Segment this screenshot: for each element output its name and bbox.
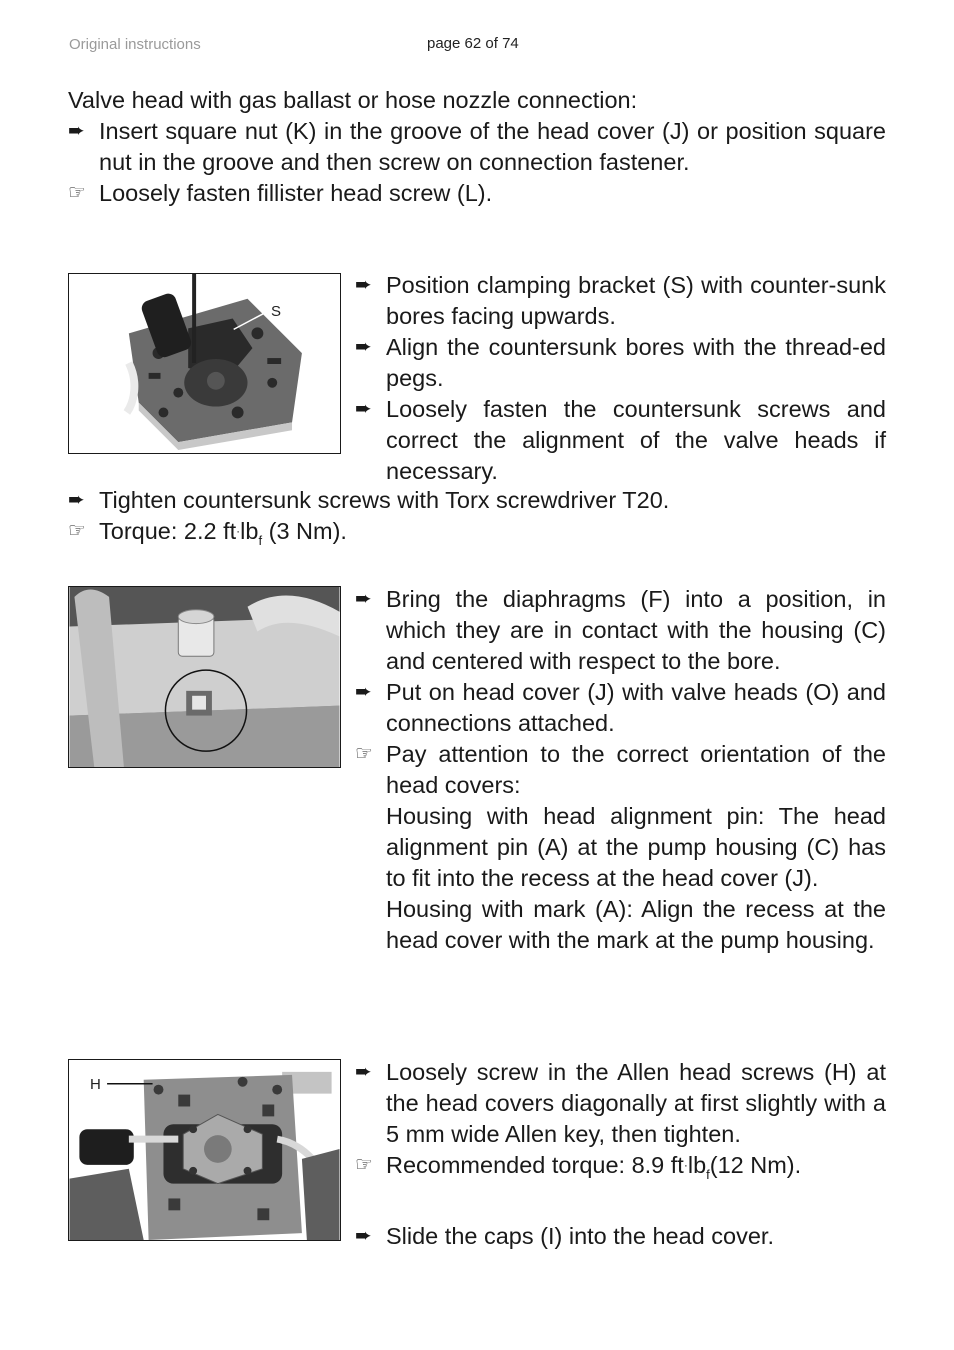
torque-suffix: (12 Nm). (709, 1152, 802, 1178)
torque-sub: f (258, 533, 263, 548)
instruction-text: Put on head cover (J) with valve heads (O) and connections attached. (386, 679, 886, 736)
page-number: page 62 of 74 (427, 35, 519, 52)
torque-dot: · (236, 524, 241, 538)
torque-note (68, 516, 886, 556)
section-heading: Valve head with gas ballast or hose nozzle connection: (68, 87, 638, 113)
header-left: Original instructions (69, 36, 201, 53)
instruction-text: Position clamping bracket (S) with counter-sunk bores facing upwards. (386, 272, 886, 329)
arrow-icon: ➨ (68, 120, 85, 142)
arrow-icon: ➨ (355, 274, 372, 296)
diaphragm-housing-image (69, 587, 340, 767)
instruction-text: Bring the diaphragms (F) into a position, in which they are in contact with the housing (C) and centered with respect to the bore. (386, 586, 886, 674)
pointing-hand-icon: ☞ (68, 182, 86, 204)
instruction-item (68, 116, 886, 178)
pointing-hand-icon: ☞ (355, 743, 373, 765)
instruction-item (355, 677, 886, 739)
instruction-item (355, 332, 886, 394)
pointing-hand-icon: ☞ (68, 520, 86, 542)
arrow-icon: ➨ (355, 1225, 372, 1247)
instruction-item (68, 485, 886, 516)
section-valve-head (68, 85, 886, 209)
section-clamping-bracket (355, 270, 886, 487)
instruction-item (355, 270, 886, 332)
torque-unit: lb (687, 1152, 707, 1178)
instruction-text: Loosely fasten the countersunk screws and correct the alignment of the valve heads if necessary. (386, 396, 886, 484)
label-h (88, 1073, 110, 1095)
arrow-icon: ➨ (355, 336, 372, 358)
torque-sub: f (706, 1167, 710, 1182)
clamping-bracket-image (69, 274, 340, 453)
image-label-h: H (90, 1076, 101, 1093)
instruction-text: Pay attention to the correct orientation of the head covers: (386, 741, 886, 798)
clamping-bracket-photo (68, 273, 341, 454)
arrow-icon: ➨ (355, 681, 372, 703)
torque-dot: · (683, 1158, 688, 1172)
instruction-text: Loosely screw in the Allen head screws (H) at the head covers diagonally at first slightly with a 5 mm wide Allen key, then tighten. (386, 1059, 886, 1147)
torque-suffix: (3 Nm). (262, 518, 347, 544)
torque-prefix: Torque: 2.2 ft (99, 518, 237, 544)
image-label-s: S (271, 303, 282, 320)
arrow-icon: ➨ (355, 588, 372, 610)
torque-unit: lb (240, 518, 259, 544)
section-torque (68, 485, 886, 556)
instruction-item (355, 1221, 886, 1252)
diaphragm-housing-photo (68, 586, 341, 768)
section-allen-screws (355, 1057, 886, 1252)
label-s (262, 298, 292, 322)
section-head-cover (355, 584, 886, 956)
arrow-icon: ➨ (355, 398, 372, 420)
arrow-icon: ➨ (355, 1061, 372, 1083)
pointing-hand-icon: ☞ (355, 1154, 373, 1176)
arrow-icon: ➨ (68, 489, 85, 511)
instruction-text: Align the countersunk bores with the thread-ed pegs. (386, 334, 886, 391)
instruction-item (355, 739, 886, 801)
instruction-text: Insert square nut (K) in the groove of the head cover (J) or position square nut in the groove and then screw on connection fastener. (99, 118, 886, 175)
instruction-item (68, 178, 886, 209)
orientation-note-alignment-pin: Housing with head alignment pin: The head alignment pin (A) at the pump housing (C) has to fit into the recess at the head cover (J). (386, 803, 886, 891)
instruction-item (355, 394, 886, 487)
instruction-text: Tighten countersunk screws with Torx screwdriver T20. (99, 487, 670, 513)
instruction-item (355, 1057, 886, 1150)
torque-prefix: Recommended torque: 8.9 ft (386, 1152, 684, 1178)
instruction-text: Slide the caps (I) into the head cover. (386, 1223, 774, 1249)
instruction-item (355, 584, 886, 677)
orientation-note-mark: Housing with mark (A): Align the recess at the head cover with the mark at the pump housing. (386, 896, 886, 953)
instruction-text: Loosely fasten fillister head screw (L). (99, 180, 493, 206)
torque-note (355, 1150, 886, 1190)
